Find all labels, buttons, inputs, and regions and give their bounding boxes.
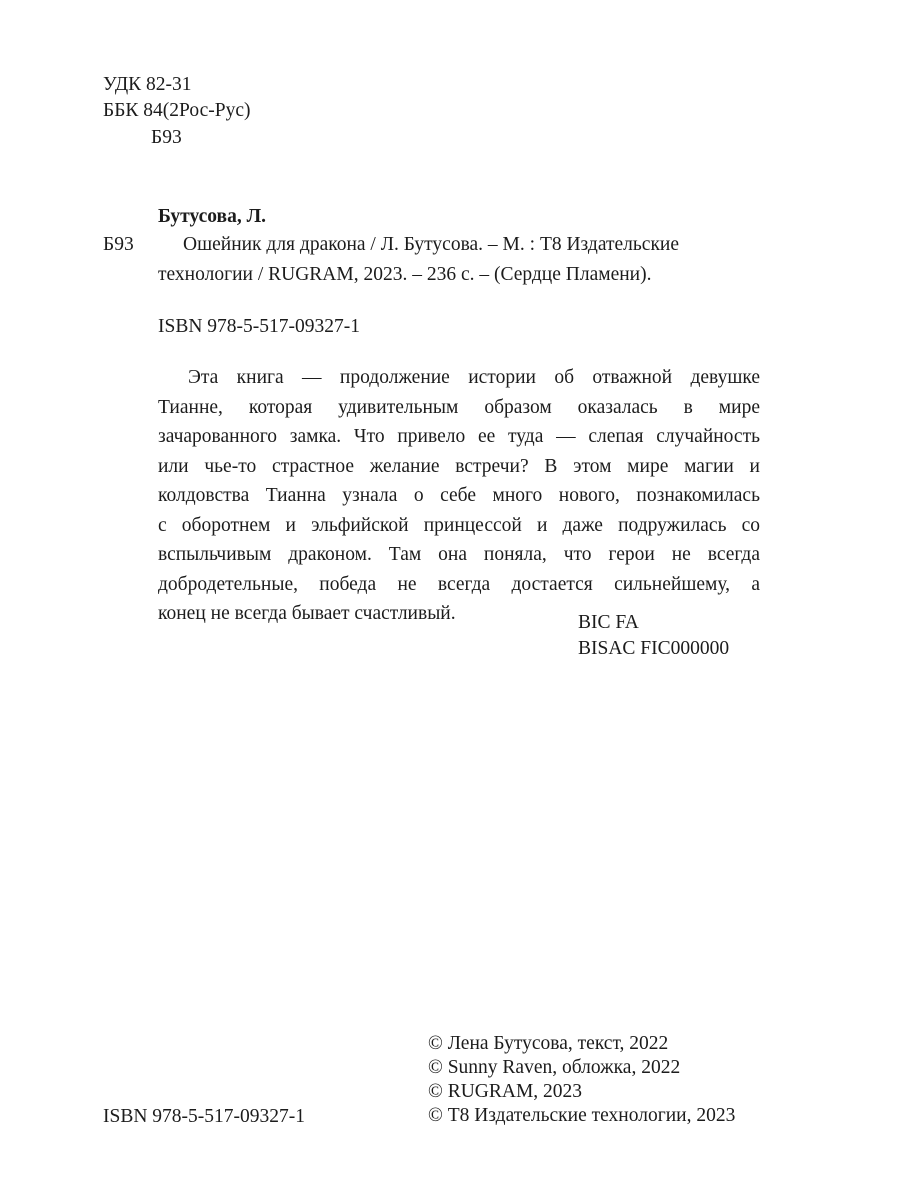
annotation-line: колдовства Тианна узнала о себе много нового, познакомилась [158,485,760,506]
annotation-line: Тианне, которая удивительным образом оказалась в мире [158,396,760,418]
isbn-main: ISBN 978-5-517-09327-1 [158,316,361,337]
bic-code: BIC FA [578,612,639,633]
annotation-line: с оборотнем и эльфийской принцессой и даже подружилась со [158,514,760,536]
annotation-line: конец не всегда бывает счастливый. [158,603,456,624]
copyright-line: © Т8 Издательские технологии, 2023 [428,1105,736,1126]
copyright-line: © Лена Бутусова, текст, 2022 [428,1033,669,1054]
annotation-line: добродетельные, победа не всегда достается сильнейшему, а [158,573,760,595]
annotation [158,363,760,629]
author-mark-left: Б93 [103,234,134,255]
copyright-line: © Sunny Raven, обложка, 2022 [428,1057,681,1078]
copyright-block [428,1032,735,1128]
copyright-line: © RUGRAM, 2023 [428,1081,583,1102]
bisac-code: BISAC FIC000000 [578,638,730,659]
udk-code: УДК 82-31 [103,74,192,95]
annotation-line: зачарованного замка. Что привело ее туда — слепая случайность [158,426,760,447]
author-name: Бутусова, Л. [158,206,266,227]
bbk-code: ББК 84(2Рос-Рус) [103,100,251,121]
author-mark-top: Б93 [151,127,182,148]
bibliographic-description-line-2: технологии / RUGRAM, 2023. – 236 с. – (Сердце Пламени). [158,264,652,285]
annotation-line: вспыльчивым драконом. Там она поняла, что герои не всегда [158,544,760,565]
bibliographic-description-line-1: Ошейник для дракона / Л. Бутусова. – М. : Т8 Издательские [183,234,680,255]
annotation-line: Эта книга — продолжение истории об отважной девушке [188,367,760,388]
annotation-line: или чье-то страстное желание встречи? В этом мире магии и [158,455,760,477]
isbn-footer: ISBN 978-5-517-09327-1 [103,1106,306,1127]
